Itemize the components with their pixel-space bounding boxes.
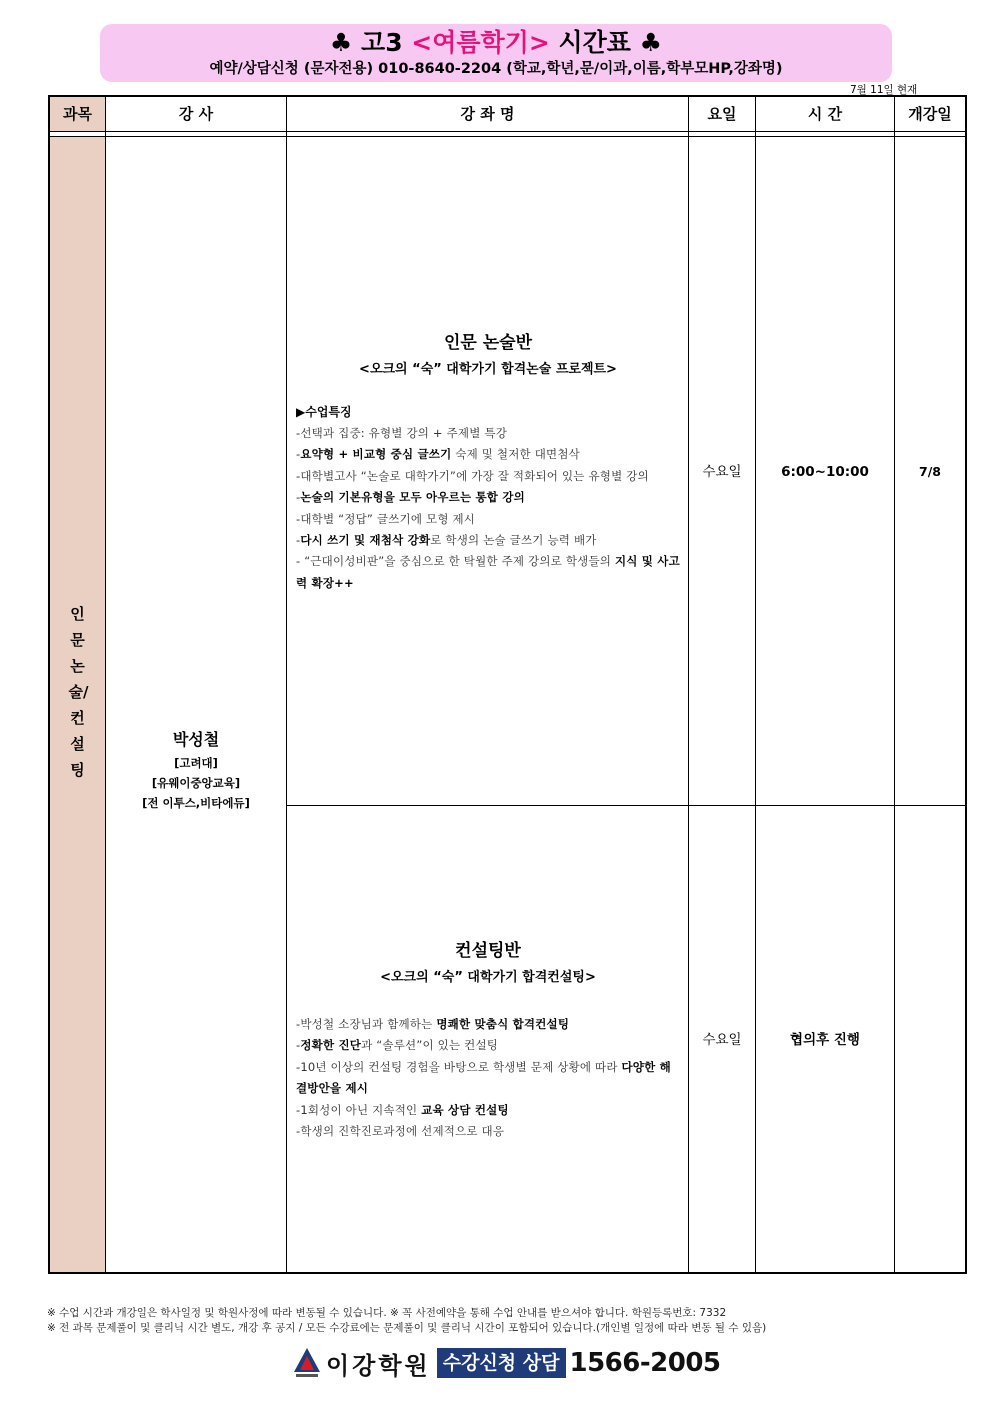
instructor-name: 박성철 (172, 729, 220, 749)
course-start-date: 7/8 (919, 464, 941, 479)
divider (105, 97, 106, 1272)
course-day: 수요일 (702, 1032, 742, 1048)
instructor-school: [고려대] (174, 755, 218, 770)
list-item: -학생의 진학진로과정에 선제적으로 대응 (296, 1124, 505, 1139)
list-item: -대학별고사 “논술로 대학가기”에 가장 잘 적화되어 있는 유형별 강의 (296, 468, 649, 483)
instructor-previous: [전 이투스,비타에듀] (142, 795, 250, 810)
club-icon: ♣ (639, 28, 663, 57)
academy-name: 이강학원 (326, 1351, 431, 1380)
course-tagline: <오크의 “숙” 대학가기 합격컨설팅> (380, 970, 596, 985)
course-feature-list (296, 423, 680, 594)
list-item: -10년 이상의 컨설팅 경험을 바탕으로 학생별 문제 상황에 따라 다양한 해결방안을 제시 (296, 1059, 671, 1096)
title-suffix: 시간표 (549, 28, 631, 57)
column-header-day: 요일 (707, 105, 737, 123)
course-name: 컨설팅반 (455, 941, 521, 961)
academy-brand (292, 1345, 721, 1381)
footer-notes (47, 1306, 766, 1336)
list-item: -선택과 집중: 유형별 강의 + 주제별 특강 (296, 426, 508, 440)
list-item: -박성철 소장님과 함께하는 명쾌한 맞춤식 합격컨설팅 (296, 1017, 570, 1031)
course-humanities-essay (296, 332, 680, 594)
course-feature-list (296, 1014, 680, 1142)
timetable (48, 95, 967, 1274)
header-banner (100, 24, 892, 82)
page-title (100, 28, 892, 58)
course-time: 6:00~10:00 (781, 464, 869, 480)
divider (688, 97, 689, 1272)
subject-cell (50, 137, 105, 1272)
column-header-start: 개강일 (908, 105, 952, 123)
column-header-subject: 과목 (50, 97, 105, 131)
enrollment-badge: 수강신청 상담 (437, 1348, 566, 1378)
column-header-time: 시 간 (807, 105, 843, 123)
title-accent: <여름학기> (411, 28, 550, 57)
list-item: -다시 쓰기 및 재첨삭 강화로 학생의 논술 글쓰기 능력 배가 (296, 533, 597, 548)
course-feature-title: ▶수업특징 (296, 405, 352, 419)
divider (894, 97, 895, 1272)
list-item: -1회성이 아닌 지속적인 교육 상담 컨설팅 (296, 1102, 509, 1117)
title-prefix: 고3 (361, 28, 412, 57)
list-item: -대학별 “정답” 글쓰기에 모형 제시 (296, 511, 476, 526)
course-name: 인문 논술반 (443, 333, 533, 353)
divider (50, 131, 965, 132)
course-consulting (296, 940, 680, 1142)
divider (286, 97, 287, 1272)
divider (755, 97, 756, 1272)
instructor-cell (106, 137, 286, 1272)
instructor-affiliation: [유웨이중앙교육] (151, 775, 241, 790)
club-icon: ♣ (329, 28, 353, 57)
course-time: 협의후 진행 (790, 1032, 860, 1048)
footer-note-1: ※ 수업 시간과 개강일은 학사일정 및 학원사정에 따라 변동될 수 있습니다. ※ 꼭 사전예약을 통해 수업 안내를 받으셔야 합니다. 학원등록번호: 7332 (47, 1307, 727, 1319)
list-item: -요약형 + 비교형 중심 글쓰기 숙제 및 철저한 대면첨삭 (296, 447, 580, 462)
divider (50, 136, 965, 137)
column-header-instructor: 강 사 (178, 105, 214, 123)
academy-logo-icon (292, 1346, 322, 1380)
list-item: -정확한 진단과 “솔루션”이 있는 컨설팅 (296, 1038, 499, 1053)
divider (287, 805, 965, 806)
footer-note-2: ※ 전 과목 문제풀이 및 클리닉 시간 별도, 개강 후 공지 / 모든 수강료에는 문제풀이 및 클리닉 시간이 포함되어 있습니다.(개인별 일정에 따라 변동 될 수 있음) (47, 1322, 767, 1334)
academy-phone: 1566-2005 (569, 1348, 721, 1378)
list-item: -논술의 기본유형을 모두 아우르는 통합 강의 (296, 490, 525, 505)
subject-label: 인문논술/컨설팅 (68, 604, 89, 779)
column-header-course: 강 좌 명 (460, 105, 515, 123)
as-of-date: 7월 11일 현재 (850, 84, 918, 96)
contact-subtitle: 예약/상담신청 (문자전용) 010-8640-2204 (학교,학년,문/이과,이름,학부모HP,강좌명) (209, 61, 783, 77)
course-tagline: <오크의 “숙” 대학가기 합격논술 프로젝트> (359, 362, 617, 377)
list-item: - “근대이성비판”을 중심으로 한 탁월한 주제 강의로 학생들의 지식 및 사고력 확장++ (296, 554, 680, 590)
course-day: 수요일 (702, 464, 742, 480)
